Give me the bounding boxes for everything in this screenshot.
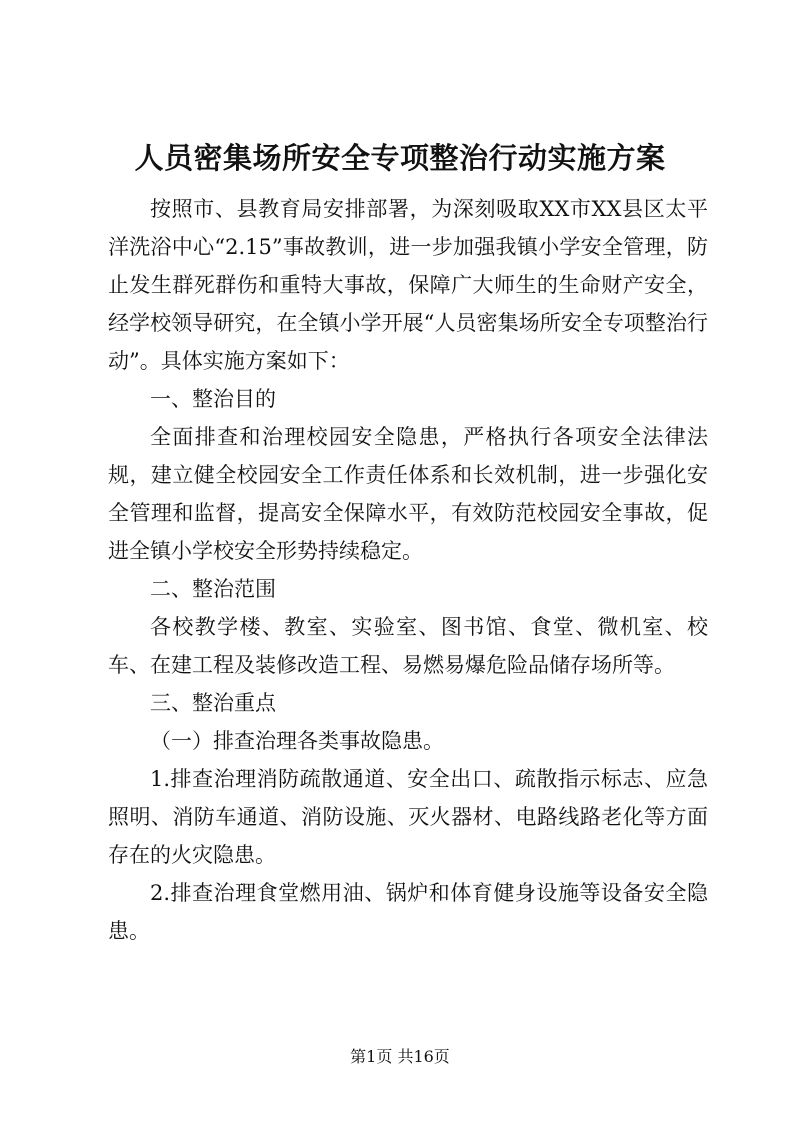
document-title: 人员密集场所安全专项整治行动实施方案: [134, 141, 666, 175]
section-3-subheading: （一）排查治理各类事故隐患。: [150, 729, 444, 753]
section-2-paragraph: 各校教学楼、教室、实验室、图书馆、食堂、微机室、校车、在建工程及装修改造工程、易燃易爆危险品储存场所等。: [108, 615, 708, 677]
item-1-paragraph: 1.排查治理消防疏散通道、安全出口、疏散指示标志、应急照明、消防车通道、消防设施、灭火器材、电路线路老化等方面存在的火灾隐患。: [108, 767, 708, 867]
section-3-heading: 三、整治重点: [150, 691, 276, 715]
document-body: [108, 190, 708, 950]
section-2-heading: 二、整治范围: [150, 577, 276, 601]
section-1-paragraph: 全面排查和治理校园安全隐患，严格执行各项安全法律法规，建立健全校园安全工作责任体系和长效机制，进一步强化安全管理和监督，提高安全保障水平，有效防范校园安全事故，促进全镇小学校安全形势持续稳定。: [108, 425, 708, 563]
section-1-heading: 一、整治目的: [150, 387, 276, 411]
item-2-paragraph: 2.排查治理食堂燃用油、锅炉和体育健身设施等设备安全隐患。: [108, 881, 708, 943]
page-footer: 第1页 共16页: [350, 1047, 450, 1066]
intro-paragraph: 按照市、县教育局安排部署，为深刻吸取XX市XX县区太平洋洗浴中心“2.15”事故教训，进一步加强我镇小学安全管理，防止发生群死群伤和重特大事故，保障广大师生的生命财产安全，经学校领导研究，在全镇小学开展“人员密集场所安全专项整治行动”。具体实施方案如下：: [108, 197, 708, 373]
